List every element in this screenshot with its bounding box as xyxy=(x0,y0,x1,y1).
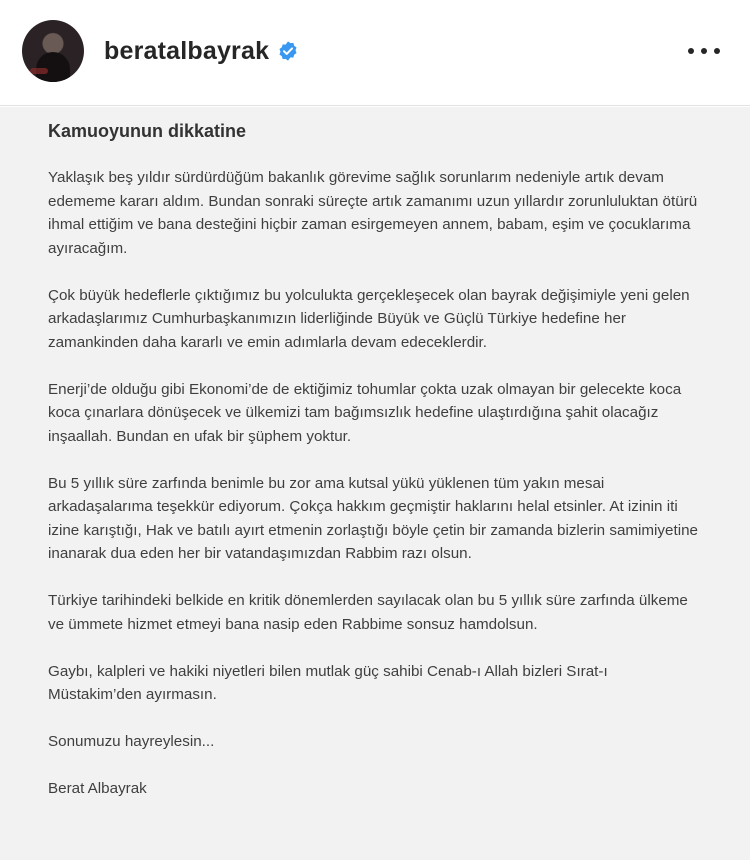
letter-paragraph: Bu 5 yıllık süre zarfında benimle bu zor ama kutsal yükü yüklenen tüm yakın mesai arkadaşalarıma teşekkür ediyorum. Çokça hakkım geçmiştir haklarını helal etsinler. At izinin iti izine karıştığı, Hak ve batılı ayırt etmenin zorlaştığı böyle çetin bir zamanda bizlerin samimiyetine inanarak dua eden her bir vatandaşımızdan Rabbim razı olsun. xyxy=(48,474,698,562)
letter-paragraph: Yaklaşık beş yıldır sürdürdüğüm bakanlık görevime sağlık sorunlarım nedeniyle artık devam edememe kararı aldım. Bundan sonraki süreçte artık zamanımı uzun yıllardır zorunluluktan ötürü ihmal ettiğim ve bana desteğini hiçbir zaman esirgemeyen annem, babam, eşim ve çocuklarıma ayıracağım. xyxy=(48,169,698,257)
profile-avatar[interactable] xyxy=(22,20,84,82)
letter-paragraph: Çok büyük hedeflerle çıktığımız bu yolculukta gerçekleşecek olan bayrak değişimiyle yeni gelen arkadaşlarımız Cumhurbaşkanımızın liderliğinde Büyük ve Güçlü Türkiye hedefine her zamankinden daha kararlı ve emin adımlarla devam edeceklerdir. xyxy=(48,286,690,351)
letter-paragraph: Gaybı, kalpleri ve hakiki niyetleri bilen mutlak güç sahibi Cenab-ı Allah bizleri Sırat-ı Müstakim’den ayırmasın. xyxy=(48,662,608,703)
letter-paragraph: Enerji’de olduğu gibi Ekonomi’de de ektiğimiz tohumlar çokta uzak olmayan bir gelecekte koca koca çınarlara dönüşecek ve ülkemizi tam bağımsızlık hedefine ulaştırdığına şahit olacağız inşaallah. Bundan en ufak bir şüphem yoktur. xyxy=(48,380,682,445)
more-dot xyxy=(701,48,707,54)
username-group xyxy=(104,34,299,68)
more-dot xyxy=(714,48,720,54)
avatar-figure xyxy=(36,52,70,82)
more-options-icon[interactable] xyxy=(688,44,720,58)
letter-image xyxy=(0,107,750,860)
letter-title: Kamuoyunun dikkatine xyxy=(48,121,247,141)
post-header xyxy=(0,0,750,106)
letter-signature: Berat Albayrak xyxy=(48,780,147,797)
more-dot xyxy=(688,48,694,54)
verified-badge-icon xyxy=(277,40,299,62)
letter-paragraph: Türkiye tarihindeki belkide en kritik dönemlerden sayılacak olan bu 5 yıllık süre zarfında ülkeme ve ümmete hizmet etmeyi bana nasip eden Rabbime sonsuz hamdolsun. xyxy=(48,592,688,633)
username[interactable]: beratalbayrak xyxy=(104,36,270,65)
letter-closing: Sonumuzu hayreylesin... xyxy=(48,733,215,750)
avatar-background-light xyxy=(30,68,48,74)
